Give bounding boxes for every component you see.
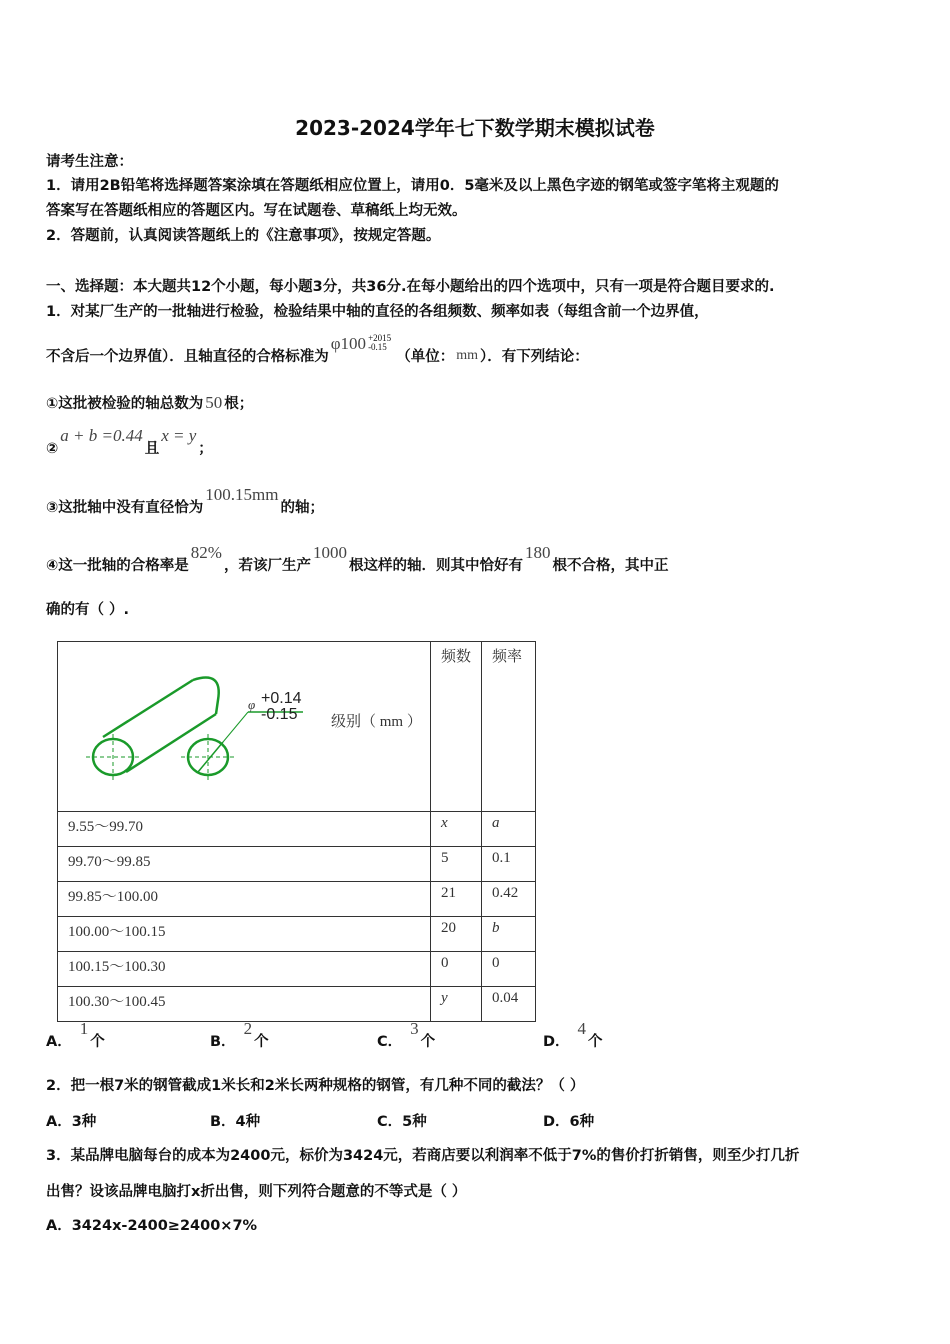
text: （单位：	[396, 349, 455, 365]
page-title: 2023-2024学年七下数学期末模拟试卷	[295, 116, 655, 140]
option-text: 个	[254, 1034, 269, 1050]
option-text: 个	[420, 1034, 436, 1050]
notice-line: 1．请用2B铅笔将选择题答案涂填在答题纸相应位置上，请用0．5毫米及以上黑色字迹的钢笔或签字笔将主观题的	[46, 178, 779, 194]
phi-symbol: φ	[248, 697, 256, 712]
text: 根；	[224, 396, 254, 412]
frequency-count-cell: 5	[431, 847, 482, 882]
frequency-count-cell: 0	[431, 952, 482, 987]
table-row	[58, 882, 536, 917]
statement-4	[46, 543, 669, 576]
table-row	[58, 987, 536, 1022]
option-text: 个	[90, 1034, 105, 1050]
q1-option-a[interactable]	[46, 1019, 105, 1051]
text: ④这一批轴的合格率是	[46, 558, 189, 574]
column-header: 频率	[482, 642, 536, 812]
option-text: D．	[543, 1034, 570, 1050]
tol-low: -0.15	[368, 342, 387, 352]
notice-heading: 请考生注意：	[46, 154, 133, 170]
figure-cell	[58, 642, 431, 812]
range-cell: 100.30～100.45	[58, 987, 431, 1022]
q3-text: 出售？设该品牌电脑打x折出售，则下列符合题意的不等式是（ ）	[46, 1184, 467, 1200]
statement-3	[46, 485, 324, 518]
shaft-figure	[58, 642, 428, 808]
tolerance	[368, 334, 391, 352]
range-cell: 99.85～100.00	[58, 882, 431, 917]
q1-text	[46, 333, 589, 368]
option-number: 1	[79, 1019, 89, 1038]
frequency-rate-cell: a	[482, 812, 536, 847]
q2-text: 2．把一根7米的钢管截成1米长和2米长两种规格的钢管，有几种不同的截法？（ ）	[46, 1078, 585, 1094]
text: ；	[198, 441, 213, 457]
option-text: 个	[588, 1034, 603, 1050]
q3-text: 3．某品牌电脑每台的成本为2400元，标价为3424元，若商店要以利润率不低于7%的售价打折销售，则至少打几折	[46, 1148, 800, 1164]
tol-up: +2015	[368, 333, 392, 343]
text: ）．有下列结论：	[479, 349, 589, 365]
section-heading: 一、选择题：本大题共12个小题，每小题3分，共36分.在每小题给出的四个选项中，只有一项是符合题目要求的.	[46, 279, 775, 295]
option-text: A．	[46, 1034, 72, 1050]
option-text: B．	[210, 1034, 236, 1050]
option-text: C．	[377, 1034, 403, 1050]
notice-line: 答案写在答题纸相应的答题区内。写在试题卷、草稿纸上均无效。	[46, 203, 467, 219]
option-number: 4	[577, 1019, 587, 1038]
math: x = y	[161, 426, 197, 445]
math: 82%	[190, 543, 222, 562]
option-number: 2	[243, 1019, 253, 1038]
frequency-rate-cell: 0.04	[482, 987, 536, 1022]
frequency-rate-cell: 0	[482, 952, 536, 987]
grade-label: 级别（ mm ）	[331, 714, 422, 730]
unit: mm	[456, 348, 478, 363]
text: ②	[46, 441, 59, 457]
q1-text: 1．对某厂生产的一批轴进行检验，检验结果中轴的直径的各组频数、频率如表（每组含前一个边界值，	[46, 304, 709, 320]
math: 100.15mm	[205, 485, 279, 504]
q1-end: 确的有（ ）.	[46, 602, 130, 618]
text: 根这样的轴．则其中恰好有	[348, 558, 523, 574]
notice-line: 2．答题前，认真阅读答题纸上的《注意事项》，按规定答题。	[46, 228, 441, 244]
q3-option-a[interactable]: A．3424x-2400≥2400×7%	[46, 1218, 258, 1234]
shaft-drawing-icon	[58, 642, 318, 808]
frequency-count-cell: x	[431, 812, 482, 847]
frequency-rate-cell: 0.1	[482, 847, 536, 882]
table-row	[58, 847, 536, 882]
range-cell: 9.55～99.70	[58, 812, 431, 847]
math: φ100	[330, 334, 367, 353]
frequency-count-cell: 20	[431, 917, 482, 952]
text: 不含后一个边界值）．且轴直径的合格标准为	[46, 349, 329, 365]
q2-option-a[interactable]: A．3种	[46, 1114, 97, 1130]
frequency-count-cell: 21	[431, 882, 482, 917]
frequency-table	[57, 641, 536, 1022]
table-row	[58, 917, 536, 952]
range-cell: 100.15～100.30	[58, 952, 431, 987]
text: ，若该厂生产	[223, 558, 311, 574]
range-cell: 100.00～100.15	[58, 917, 431, 952]
frequency-count-cell: y	[431, 987, 482, 1022]
text: 根不合格，其中正	[552, 558, 669, 574]
table-header-row	[58, 642, 536, 812]
frequency-rate-cell: b	[482, 917, 536, 952]
text: 的轴；	[280, 500, 324, 516]
q2-option-b[interactable]: B．4种	[210, 1114, 261, 1130]
q1-option-b[interactable]	[210, 1019, 269, 1051]
table-row	[58, 812, 536, 847]
text: 且	[144, 441, 160, 457]
q1-option-d[interactable]	[543, 1019, 603, 1051]
text: ①这批被检验的轴总数为	[46, 396, 204, 412]
text: ③这批轴中没有直径恰为	[46, 500, 204, 516]
tol-up: +0.14	[261, 690, 302, 707]
math: 50	[205, 393, 223, 412]
q2-option-d[interactable]: D．6种	[543, 1114, 595, 1130]
math: a + b =0.44	[60, 426, 143, 445]
math: 1000	[312, 543, 347, 562]
range-cell: 99.70～99.85	[58, 847, 431, 882]
q1-option-c[interactable]	[377, 1019, 436, 1051]
option-number: 3	[410, 1019, 419, 1038]
statement-2	[46, 426, 213, 459]
q2-option-c[interactable]: C．5种	[377, 1114, 427, 1130]
tol-low: -0.15	[261, 706, 298, 723]
frequency-rate-cell: 0.42	[482, 882, 536, 917]
statement-1	[46, 393, 253, 414]
column-header: 频数	[431, 642, 482, 812]
tolerance-label	[261, 691, 301, 723]
math: 180	[524, 543, 551, 562]
table-row	[58, 952, 536, 987]
